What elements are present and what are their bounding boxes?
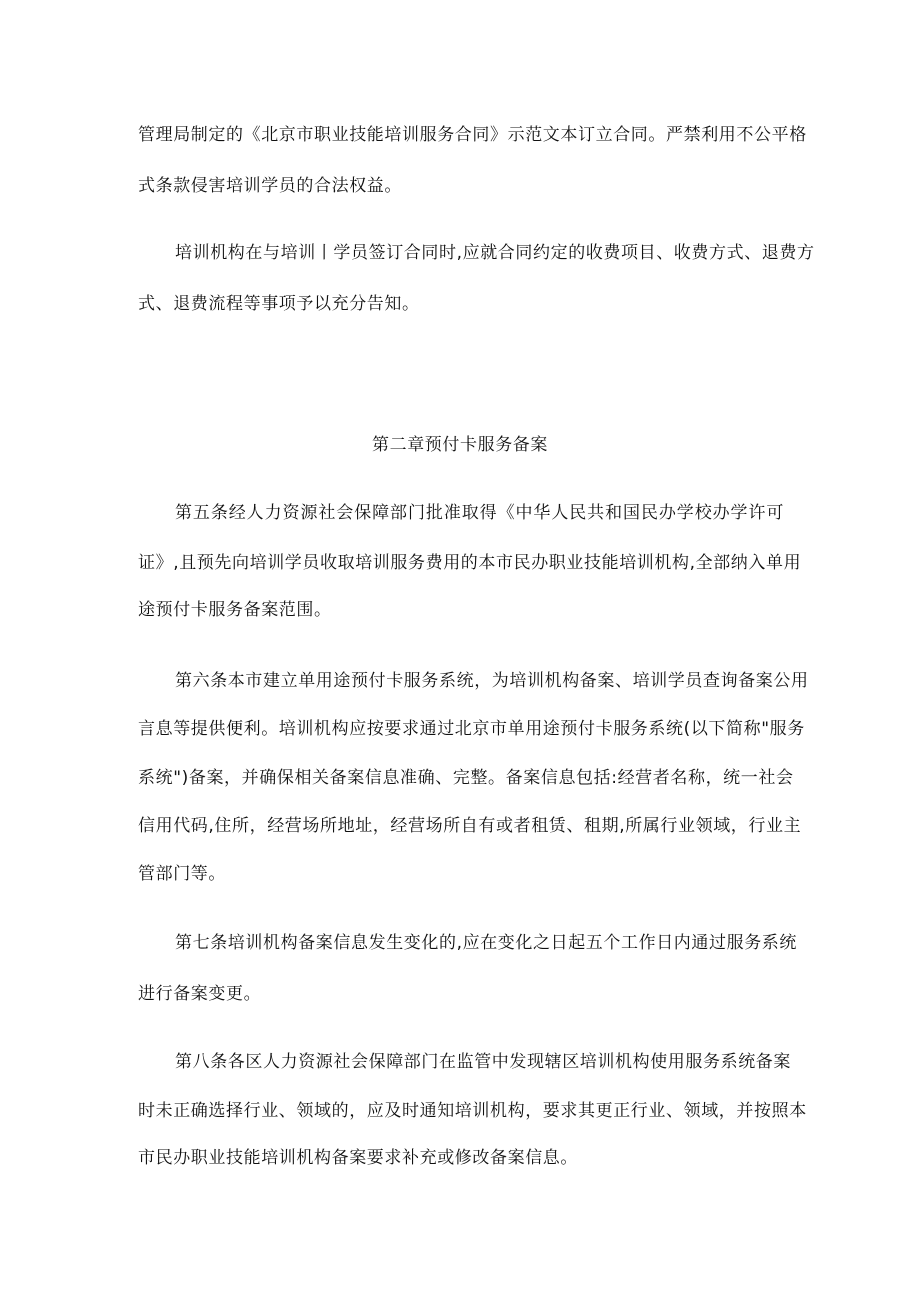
para2-line2: 式、退费流程等事项予以充分告知。 — [138, 294, 420, 314]
article8-line1: 第八条各区人力资源社会保障部门在监管中发现辖区培训机构使用服务系统备案 — [175, 1052, 791, 1072]
article6-line5: 管部门等。 — [138, 864, 226, 884]
article5-line2: 证》,且预先向培训学员收取培训服务费用的本市民办职业技能培训机构,全部纳入单用 — [138, 553, 802, 573]
article6-line4: 信用代码,住所，经营场所地址，经营场所自有或者租赁、租期,所属行业领域，行业主 — [138, 816, 802, 836]
chapter-title: 第二章预付卡服务备案 — [372, 435, 548, 455]
article6-line3: 系统")备案，并确保相关备案信息准确、完整。备案信息包括:经营者名称，统一社会 — [138, 768, 794, 788]
article7-line1: 第七条培训机构备案信息发生变化的,应在变化之日起五个工作日内通过服务系统 — [175, 933, 798, 953]
para2-line1: 培训机构在与培训丨学员签订合同时,应就合同约定的收费项目、收费方式、退费方 — [175, 243, 815, 263]
para1-line1: 管理局制定的《北京市职业技能培训服务合同》示范文本订立合同。严禁利用不公平格 — [138, 125, 807, 145]
para1-line2: 式条款侵害培训学员的合法权益。 — [138, 176, 402, 196]
article6-line2: 言息等提供便利。培训机构应按要求通过北京市单用途预付卡服务系统(以下简称"服务 — [138, 719, 805, 739]
article6-line1: 第六条本市建立单用途预付卡服务系统，为培训机构备案、培训学员查询备案公用 — [175, 671, 809, 691]
article7-line2: 进行备案变更。 — [138, 984, 262, 1004]
article5-line1: 第五条经人力资源社会保障部门批准取得《中华人民共和国民办学校办学许可 — [175, 503, 784, 523]
article8-line3: 市民办职业技能培训机构备案要求补充或修改备案信息。 — [138, 1148, 578, 1168]
article8-line2: 时未正确选择行业、领域的，应及时通知培训机构，要求其更正行业、领域，并按照本 — [138, 1101, 807, 1121]
article5-line3: 途预付卡服务备案范围。 — [138, 600, 332, 620]
